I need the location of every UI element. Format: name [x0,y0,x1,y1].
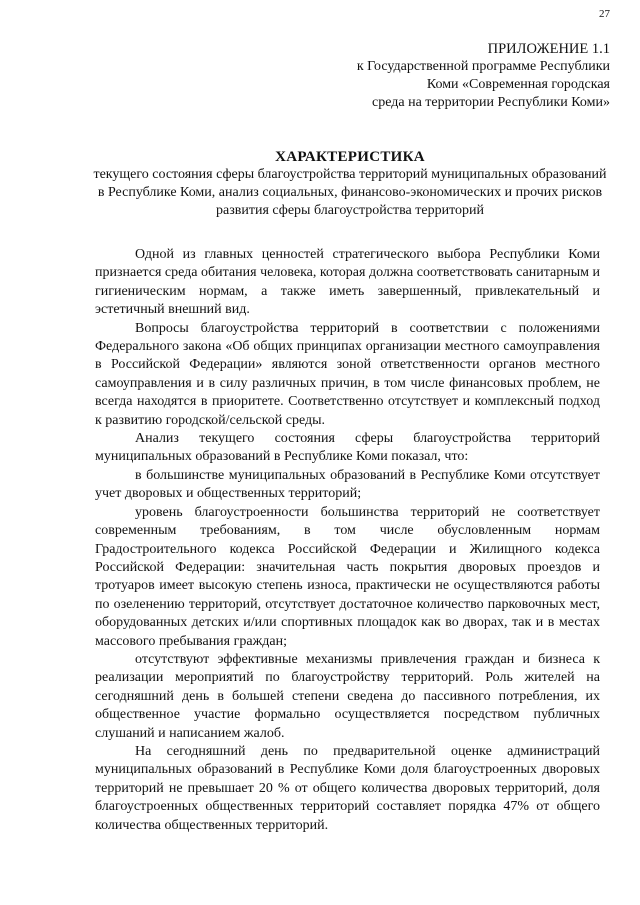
paragraph-1: Одной из главных ценностей стратегического выбора Республики Коми признается среда обитания человека, которая должна соответствовать санитарным и гигиеническим нормам, а также иметь завершенный, привлекательный и эстетичный внешний вид. [95,247,600,318]
document-body [95,246,600,835]
appendix-title: ПРИЛОЖЕНИЕ 1.1 [487,41,610,57]
paragraph-7: На сегодняшний день по предварительной оценке администраций муниципальных образований в Республике Коми доля благоустроенных дворовых территорий не превышает 20 % от общего количества дворовых территорий, доля благоустроенных общественных территорий составляет порядка 47% от общего количества общественных территорий. [95,743,600,833]
appendix-header [357,40,610,112]
paragraph-5: уровень благоустроенности большинства территорий не соответствует современным требованиям, в том числе обусловленным нормам Градостроительного кодекса Российской Федерации и Жилищного кодекса Российской Федерации: значительная часть покрытия дворовых проездов и тротуаров имеет высокую степень износа, практически не осуществляются работы по озеленению территорий, отсутствует достаточное количество парковочных мест, оборудованных детских и/или спортивных площадок как во дворах, так и в местах массового пребывания граждан; [95,504,600,649]
document-title: ХАРАКТЕРИСТИКА [275,149,425,165]
appendix-line-3: среда на территории Республики Коми» [372,95,610,110]
paragraph-3: Анализ текущего состояния сферы благоустройства территорий муниципальных образований в Республике Коми показал, что: [95,431,600,465]
paragraph-4: в большинстве муниципальных образований в Республике Коми отсутствует учет дворовых и общественных территорий; [95,467,600,502]
document-heading [90,148,610,220]
appendix-line-2: Коми «Современная городская [426,77,610,92]
document-subtitle: текущего состояния сферы благоустройства территорий муниципальных образований в Республике Коми, анализ социальных, финансово-экономических и прочих рисков развития сферы благоустройства территорий [93,167,607,218]
page-number: 27 [599,8,610,20]
paragraph-6: отсутствуют эффективные механизмы привлечения граждан и бизнеса к реализации мероприятий по благоустройству территорий. Роль жителей на сегодняшний день в большей степени сведена до пассивного потребления, их общественное участие формально осуществляется посредством публичных слушаний и написанием жалоб. [95,651,600,741]
paragraph-2: Вопросы благоустройства территорий в соответствии с положениями Федерального закона «Об общих принципах организации местного самоуправления в Российской Федерации» являются зоной ответственности органов местного самоуправления и в силу различных причин, в том числе финансовых проблем, не всегда находятся в приоритете. Соответственно отсутствует и комплексный подход к развитию городской/сельской среды. [95,320,600,428]
appendix-line-1: к Государственной программе Республики [356,59,610,74]
